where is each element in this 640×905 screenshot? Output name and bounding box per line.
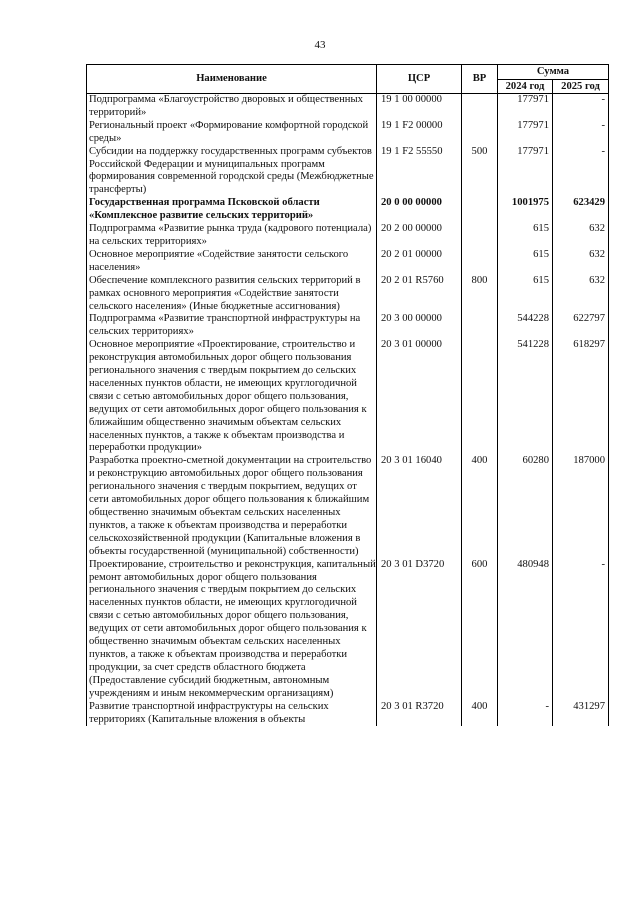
row-csr: 20 3 01 00000 bbox=[377, 339, 462, 455]
table-row bbox=[87, 223, 609, 249]
row-vr bbox=[462, 94, 498, 120]
row-csr: 19 1 F2 55550 bbox=[377, 146, 462, 198]
row-amount-2025: 632 bbox=[553, 249, 609, 275]
table-row bbox=[87, 701, 609, 727]
row-vr: 800 bbox=[462, 275, 498, 314]
row-csr: 19 1 00 00000 bbox=[377, 94, 462, 120]
row-amount-2024: 541228 bbox=[498, 339, 553, 455]
row-vr: 400 bbox=[462, 455, 498, 558]
row-csr: 20 3 01 R3720 bbox=[377, 701, 462, 727]
row-amount-2025: - bbox=[553, 120, 609, 146]
table-row bbox=[87, 94, 609, 120]
table-row bbox=[87, 313, 609, 339]
table-row bbox=[87, 455, 609, 558]
row-name: Региональный проект «Формирование комфортной городской среды» bbox=[87, 120, 377, 146]
table-row bbox=[87, 339, 609, 455]
budget-table bbox=[86, 64, 609, 726]
row-vr bbox=[462, 313, 498, 339]
row-name: Подпрограмма «Благоустройство дворовых и общественных территорий» bbox=[87, 94, 377, 120]
row-csr: 19 1 F2 00000 bbox=[377, 120, 462, 146]
row-amount-2024: 60280 bbox=[498, 455, 553, 558]
row-amount-2025: 431297 bbox=[553, 701, 609, 727]
row-name: Основное мероприятие «Проектирование, строительство и реконструкция автомобильных дорог общего пользования регионального значения с твердым покрытием до сельских населенных пунктов области, не имеющих круглогодичной связи с сетью автомобильных дорог общего пользования, ведущих от сети автомобильных дорог общего пользования к ближайшим общественно значимым объектам сельских населенных пунктов, а также к объектам производства и переработки продукции» bbox=[87, 339, 377, 455]
row-vr bbox=[462, 120, 498, 146]
row-vr bbox=[462, 339, 498, 455]
row-name: Подпрограмма «Развитие рынка труда (кадрового потенциала) на сельских территориях» bbox=[87, 223, 377, 249]
header-vr: ВР bbox=[462, 65, 498, 94]
row-amount-2024: 177971 bbox=[498, 94, 553, 120]
row-vr bbox=[462, 249, 498, 275]
row-name: Проектирование, строительство и реконструкция, капитальный ремонт автомобильных дорог общего пользования регионального значения с твердым покрытием до сельских населенных пунктов области, не имеющих круглогодичной связи с сетью автомобильных дорог общего пользования, ведущих от сети автомобильных дорог общего пользования к общественно значимым объектам сельских населенных пунктов, а также к объектам производства и переработки продукции, за счет средств областного бюджета (Предоставление субсидий бюджетным, автономным учреждениям и иным некоммерческим организациям) bbox=[87, 559, 377, 701]
header-sum: Сумма bbox=[498, 65, 609, 80]
table-row bbox=[87, 559, 609, 701]
row-vr bbox=[462, 197, 498, 223]
row-name: Субсидии на поддержку государственных программ субъектов Российской Федерации и муниципальных программ формирования современной городской среды (Межбюджетные трансферты) bbox=[87, 146, 377, 198]
row-amount-2025: 618297 bbox=[553, 339, 609, 455]
header-year-2024: 2024 год bbox=[498, 80, 553, 94]
row-vr: 400 bbox=[462, 701, 498, 727]
row-csr: 20 2 00 00000 bbox=[377, 223, 462, 249]
row-csr: 20 2 01 00000 bbox=[377, 249, 462, 275]
row-name: Развитие транспортной инфраструктуры на сельских территориях (Капитальные вложения в объекты bbox=[87, 701, 377, 727]
row-amount-2024: 177971 bbox=[498, 120, 553, 146]
row-amount-2025: - bbox=[553, 559, 609, 701]
row-name: Основное мероприятие «Содействие занятости сельского населения» bbox=[87, 249, 377, 275]
header-csr: ЦСР bbox=[377, 65, 462, 94]
table-body bbox=[87, 94, 609, 727]
row-vr bbox=[462, 223, 498, 249]
header-name: Наименование bbox=[87, 65, 377, 94]
row-amount-2024: 1001975 bbox=[498, 197, 553, 223]
row-csr: 20 3 01 16040 bbox=[377, 455, 462, 558]
row-name: Обеспечение комплексного развития сельских территорий в рамках основного мероприятия «Содействие занятости сельского населения» (Иные бюджетные ассигнования) bbox=[87, 275, 377, 314]
table-row bbox=[87, 249, 609, 275]
page-number: 43 bbox=[314, 39, 326, 51]
table-row bbox=[87, 197, 609, 223]
row-vr: 500 bbox=[462, 146, 498, 198]
row-amount-2024: - bbox=[498, 701, 553, 727]
header-year-2025: 2025 год bbox=[553, 80, 609, 94]
row-csr: 20 3 01 D3720 bbox=[377, 559, 462, 701]
row-amount-2024: 544228 bbox=[498, 313, 553, 339]
row-amount-2024: 480948 bbox=[498, 559, 553, 701]
row-amount-2025: - bbox=[553, 94, 609, 120]
row-amount-2024: 615 bbox=[498, 223, 553, 249]
row-name: Разработка проектно-сметной документации на строительство и реконструкцию автомобильных дорог общего пользования регионального значения с твердым покрытием, ведущих от сети автомобильных дорог общего пользования к ближайшим общественно значимым объектам сельских населенных пунктов, а также к объектам производства и переработки сельскохозяйственной продукции (Капитальные вложения в объекты государственной (муниципальной) собственности) bbox=[87, 455, 377, 558]
row-amount-2025: 187000 bbox=[553, 455, 609, 558]
row-amount-2025: 623429 bbox=[553, 197, 609, 223]
row-amount-2025: 632 bbox=[553, 275, 609, 314]
row-csr: 20 2 01 R5760 bbox=[377, 275, 462, 314]
row-amount-2024: 177971 bbox=[498, 146, 553, 198]
row-amount-2024: 615 bbox=[498, 249, 553, 275]
row-csr: 20 3 00 00000 bbox=[377, 313, 462, 339]
table-header bbox=[87, 65, 609, 94]
table-row bbox=[87, 120, 609, 146]
row-amount-2025: 622797 bbox=[553, 313, 609, 339]
row-amount-2025: - bbox=[553, 146, 609, 198]
table-row bbox=[87, 275, 609, 314]
row-vr: 600 bbox=[462, 559, 498, 701]
row-amount-2024: 615 bbox=[498, 275, 553, 314]
row-csr: 20 0 00 00000 bbox=[377, 197, 462, 223]
table-row bbox=[87, 146, 609, 198]
row-amount-2025: 632 bbox=[553, 223, 609, 249]
row-name: Подпрограмма «Развитие транспортной инфраструктуры на сельских территориях» bbox=[87, 313, 377, 339]
row-name: Государственная программа Псковской области «Комплексное развитие сельских территорий» bbox=[87, 197, 377, 223]
